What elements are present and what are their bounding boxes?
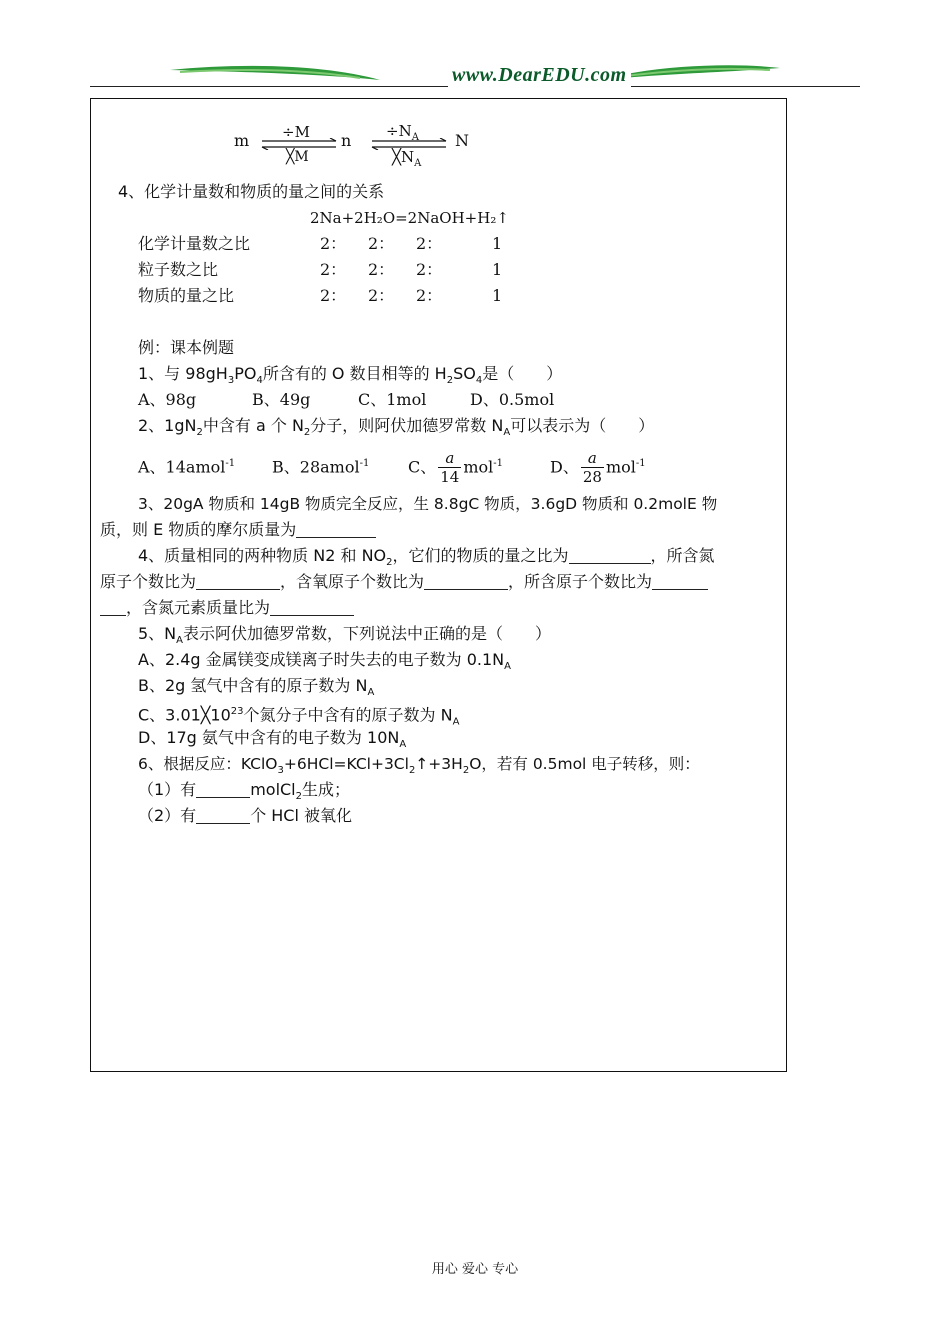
ratio-value: 2： — [416, 286, 443, 305]
ratio-value: 1 — [492, 234, 503, 253]
answer-blank[interactable] — [652, 573, 708, 590]
ratio-value: 2： — [320, 286, 347, 305]
q6-part-2: （2）有 个 HCl 被氧化 — [138, 806, 353, 825]
ratio-label: 化学计量数之比 — [138, 234, 251, 253]
q1-option-a: A、98g — [138, 390, 197, 409]
reaction-equation: 2Na+2H₂O=2NaOH+H₂↑ — [310, 209, 509, 227]
ratio-label: 粒子数之比 — [138, 260, 219, 279]
answer-blank[interactable] — [270, 599, 354, 616]
q2-option-b: B、28amol$^{-1}$ — [272, 457, 370, 477]
label-div-NA: $\div N_A$ — [386, 122, 419, 143]
symbol-m: m — [234, 131, 250, 150]
question-3-line1: 3、20gA 物质和 14gB 物质完全反应，生 8.8gC 物质，3.6gD 物质和 0.2molE 物 — [138, 495, 718, 513]
fraction: $\frac{a}{28}$ — [582, 449, 602, 487]
label-times-NA: $╳N_A$ — [392, 148, 422, 169]
page-footer: 用心 爱心 专心 — [431, 1262, 519, 1277]
answer-blank[interactable] — [296, 521, 376, 538]
q5-option-a: A、2.4g 金属镁变成镁离子时失去的电子数为 $0.1N_A$ — [138, 650, 511, 673]
q1-option-c: C、1mol — [358, 390, 427, 409]
ratio-label: 物质的量之比 — [138, 286, 235, 305]
q6-part-1: （1）有 molCl$_2$生成； — [138, 780, 351, 803]
q5-option-c: C、$3.01╳10^{23}$个氮分子中含有的原子数为 $N_A$ — [138, 705, 460, 728]
ratio-value: 2： — [416, 234, 443, 253]
ratio-value: 2： — [368, 234, 395, 253]
ratio-value: 2： — [368, 286, 395, 305]
page-header — [90, 58, 860, 98]
question-2: 2、$1gN_2$中含有 a 个 $N_2$分子，则阿伏加德罗常数 $N_A$可以表示为（ ） — [138, 416, 655, 439]
q2-option-a: A、14amol$^{-1}$ — [138, 457, 236, 477]
q1-option-b: B、49g — [252, 390, 311, 409]
question-3-line2: 质，则 E 物质的摩尔质量为 — [100, 520, 376, 540]
q5-option-b: B、2g 氢气中含有的原子数为 $N_A$ — [138, 676, 375, 699]
site-logo: www.DearEDU.com — [448, 64, 631, 87]
question-5: 5、$N_A$表示阿伏加德罗常数，下列说法中正确的是（ ） — [138, 624, 552, 647]
fraction: $\frac{a}{14}$ — [440, 449, 460, 487]
ratio-value: 2： — [416, 260, 443, 279]
question-4-line1: 4、质量相同的两种物质 N2 和 $NO_2$，它们的物质的量之比为 ，所含氮 — [138, 546, 715, 569]
label-div-M: ÷M — [282, 123, 310, 141]
question-6: 6、根据反应：$KClO_3+6HCl=KCl+3Cl_2↑+3H_2O$，若有 0.5mol 电子转移，则： — [138, 755, 700, 777]
q2-option-d: D、 $\frac{a}{28}$ mol$^{-1}$ — [550, 449, 646, 487]
section-title: 4、化学计量数和物质的量之间的关系 — [118, 182, 385, 201]
ratio-value: 2： — [320, 234, 347, 253]
q1-option-d: D、0.5mol — [470, 390, 555, 409]
answer-blank[interactable] — [196, 807, 250, 824]
ratio-value: 2： — [320, 260, 347, 279]
question-4-line2: 原子个数比为 ，含氧原子个数比为 ，所含原子个数比为 — [100, 572, 708, 592]
label-times-M: ╳M — [286, 149, 309, 165]
ratio-value: 1 — [492, 260, 503, 279]
q2-option-c: C、 $\frac{a}{14}$ mol$^{-1}$ — [408, 449, 504, 487]
answer-blank[interactable] — [196, 781, 250, 798]
q5-option-d: D、17g 氨气中含有的电子数为 $10N_A$ — [138, 728, 407, 751]
answer-blank[interactable] — [569, 547, 651, 564]
examples-heading: 例：课本例题 — [138, 338, 235, 357]
answer-blank[interactable] — [100, 599, 126, 616]
answer-blank[interactable] — [196, 573, 280, 590]
symbol-N: N — [455, 131, 469, 150]
answer-blank[interactable] — [424, 573, 508, 590]
question-4-line3: ，含氮元素质量比为 — [100, 598, 354, 618]
ratio-value: 1 — [492, 286, 503, 305]
ratio-value: 2： — [368, 260, 395, 279]
symbol-n: n — [341, 131, 352, 150]
question-1: 1、与 $98gH_3PO_4$所含有的 O 数目相等的 $H_2SO_4$是（ ） — [138, 364, 563, 387]
